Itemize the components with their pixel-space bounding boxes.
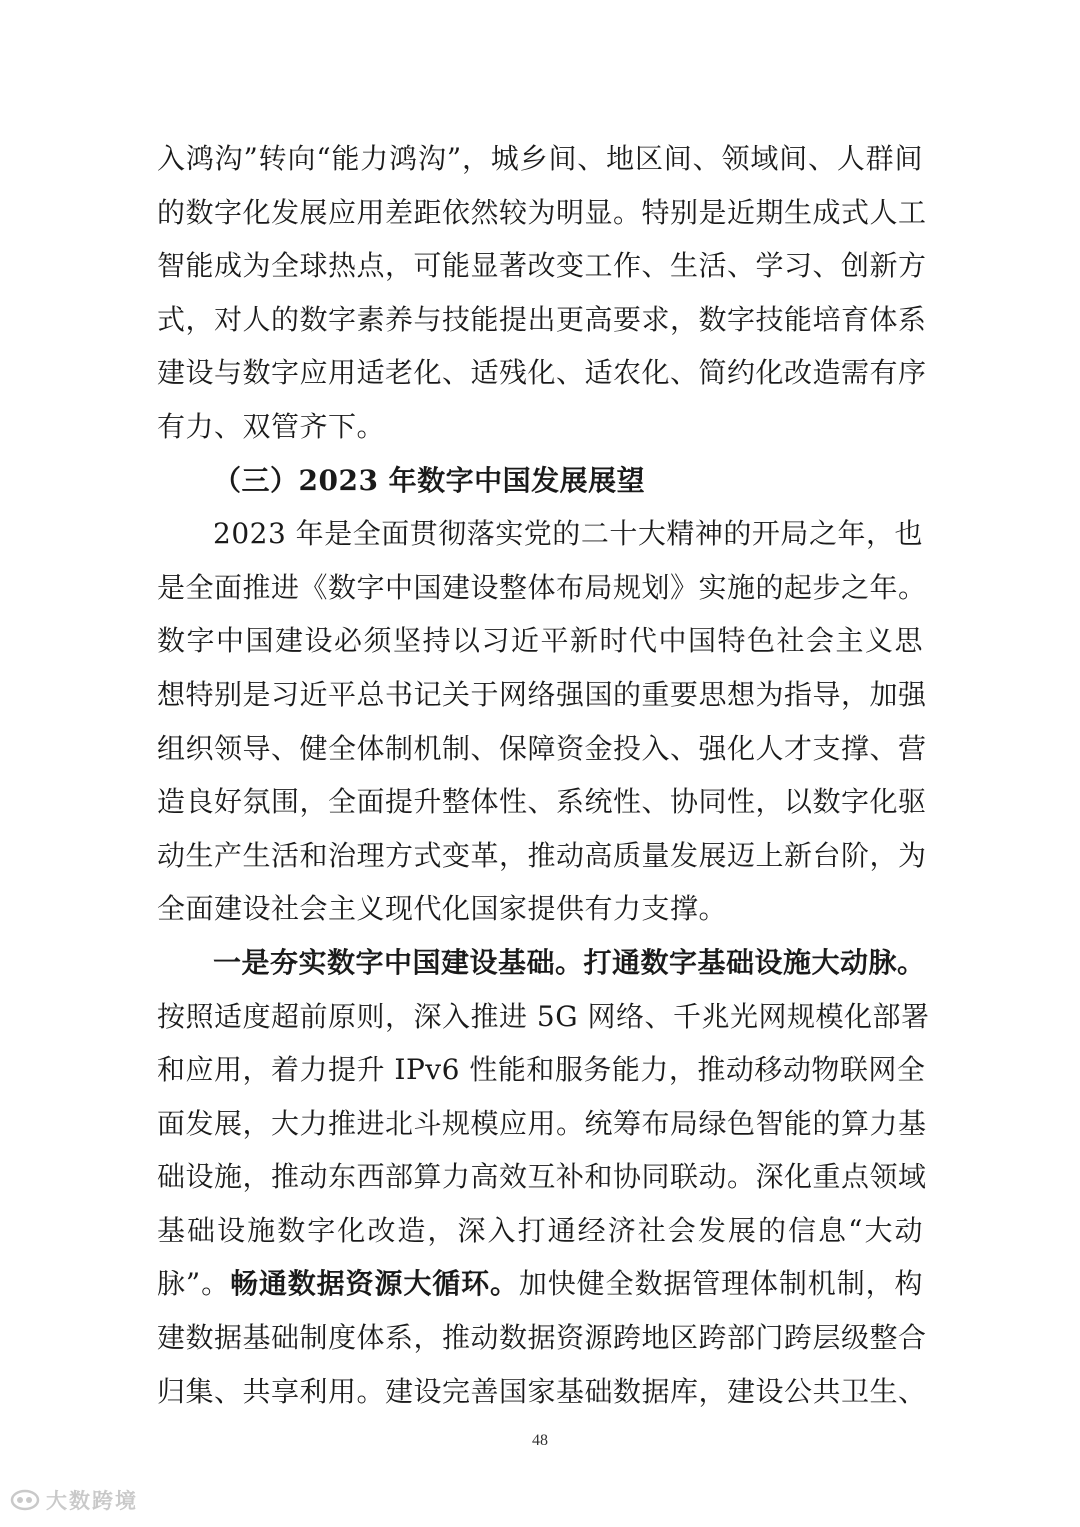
paragraph-line: 数字中国建设必须坚持以习近平新时代中国特色社会主义思 (157, 624, 923, 658)
paragraph-line: 是全面推进《数字中国建设整体布局规划》实施的起步之年。 (157, 570, 927, 604)
paragraph-line: 按照适度超前原则，深入推进 5G 网络、千兆光网规模化部署 (157, 999, 930, 1033)
watermark-text: 大数跨境 (46, 1489, 138, 1513)
watermark-logo-icon (10, 1489, 40, 1511)
paragraph-line: 动生产生活和治理方式变革，推动高质量发展迈上新台阶，为 (157, 838, 927, 872)
paragraph-line: 组织领导、健全体制机制、保障资金投入、强化人才支撑、营 (157, 731, 927, 765)
paragraph-line: 想特别是习近平总书记关于网络强国的重要思想为指导，加强 (157, 677, 927, 711)
paragraph-line: 全面建设社会主义现代化国家提供有力支撑。 (157, 892, 728, 926)
paragraph-lead-bold: 一是夯实数字中国建设基础。打通数字基础设施大动脉。 (213, 945, 926, 979)
text-run: 加快健全数据管理体制机制，构 (518, 1267, 923, 1301)
paragraph-line: 入鸿沟”转向“能力鸿沟”，城乡间、地区间、领域间、人群间 (157, 142, 923, 175)
paragraph-line: 础设施，推动东西部算力高效互补和协同联动。深化重点领域 (157, 1160, 927, 1194)
paragraph-line: 和应用，着力提升 IPv6 性能和服务能力，推动移动物联网全 (157, 1053, 926, 1087)
text-run: 脉”。 (157, 1267, 230, 1301)
paragraph-line-mixed (157, 1257, 923, 1311)
paragraph-line: 造良好氛围，全面提升整体性、系统性、协同性，以数字化驱 (157, 785, 927, 819)
paragraph-line: 面发展，大力推进北斗规模应用。统筹布局绿色智能的算力基 (157, 1106, 927, 1140)
paragraph-line: 智能成为全球热点，可能显著改变工作、生活、学习、创新方 (157, 249, 927, 283)
paragraph-line: 建设与数字应用适老化、适残化、适农化、简约化改造需有序 (157, 356, 927, 390)
paragraph-line: 的数字化发展应用差距依然较为明显。特别是近期生成式人工 (157, 195, 927, 229)
document-body (157, 132, 930, 1418)
paragraph-line: 式，对人的数字素养与技能提出更高要求，数字技能培育体系 (157, 302, 927, 336)
section-heading: （三）2023 年数字中国发展展望 (213, 463, 646, 497)
paragraph-line: 有力、双管齐下。 (157, 409, 386, 443)
paragraph-line: 2023 年是全面贯彻落实党的二十大精神的开局之年，也 (213, 517, 923, 551)
paragraph-line: 建数据基础制度体系，推动数据资源跨地区跨部门跨层级整合 (157, 1321, 927, 1355)
bold-text-run: 畅通数据资源大循环。 (230, 1267, 519, 1301)
paragraph-line: 基础设施数字化改造，深入打通经济社会发展的信息“大动 (157, 1213, 923, 1247)
paragraph-line: 归集、共享利用。建设完善国家基础数据库，建设公共卫生、 (157, 1374, 927, 1408)
watermark (10, 1483, 138, 1517)
page-number: 48 (532, 1432, 548, 1449)
